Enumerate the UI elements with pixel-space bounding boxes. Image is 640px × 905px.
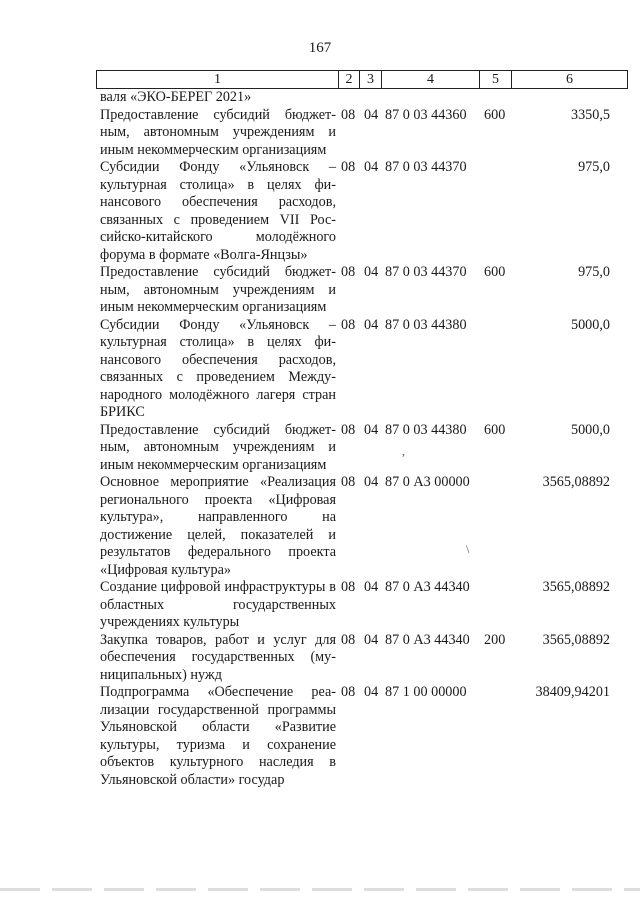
table-row [96, 159, 628, 264]
table-row [96, 422, 628, 475]
row-amount: 5000,0 [570, 421, 610, 438]
row-name: Предоставление субсидий бюджетным, автономным учреждениям и иным некоммерческим организациям [100, 264, 336, 315]
row-amount: 5000,0 [570, 316, 610, 333]
scan-edge-artifact [0, 888, 640, 891]
table-row [96, 317, 628, 422]
row-name: Предоставление субсидий бюджетным, автономным учреждениям и иным некоммерческим организациям [100, 421, 336, 473]
header-col-6: 6 [566, 72, 573, 87]
row-amount: 975,0 [578, 159, 610, 175]
header-col-5: 5 [492, 72, 499, 87]
header-col-4: 4 [427, 72, 434, 87]
row-section: 08 [341, 421, 356, 438]
row-subsection: 04 [364, 159, 379, 175]
row-target-code: 87 0 03 44370 [385, 264, 467, 280]
budget-table [96, 70, 628, 789]
row-target-code: 87 0 03 44370 [385, 159, 467, 175]
row-section: 08 [341, 264, 356, 280]
header-col-2: 2 [345, 72, 353, 87]
row-target-code: 87 0 А3 44340 [385, 579, 470, 595]
table-row [96, 684, 628, 789]
table-header [96, 70, 628, 89]
header-col-1: 1 [214, 72, 221, 87]
row-amount: 3565,08892 [542, 579, 610, 595]
row-target-code: 87 0 03 44360 [385, 106, 467, 123]
row-section: 08 [341, 579, 356, 595]
row-target-code: 87 0 03 44380 [385, 316, 467, 333]
table-row [96, 474, 628, 579]
row-subsection: 04 [364, 474, 379, 490]
table-row [96, 107, 628, 160]
row-name: Субсидии Фонду «Ульяновск – культурная столица» в целях финансового обеспечения расходов, связанных с проведением Международного молодёжного лагеря стран БРИКС [100, 316, 336, 420]
row-name: валя «ЭКО-БЕРЕГ 2021» [100, 89, 252, 105]
scan-speck: , [402, 443, 405, 458]
table-row [96, 264, 628, 317]
row-subsection: 04 [364, 579, 379, 595]
header-col-3: 3 [367, 72, 374, 87]
row-expense-type: 600 [484, 106, 506, 123]
row-target-code: 87 0 03 44380 [385, 421, 467, 438]
row-amount: 3565,08892 [542, 631, 610, 648]
page-number: 167 [308, 40, 332, 56]
row-subsection: 04 [364, 421, 379, 438]
row-name: Создание цифровой инфраструктуры в областных государственных учреждениях культуры [100, 579, 336, 630]
row-amount: 3350,5 [570, 106, 610, 123]
row-section: 08 [341, 631, 356, 648]
row-expense-type: 600 [484, 264, 506, 280]
row-target-code: 87 0 А3 00000 [385, 474, 470, 490]
row-name: Основное мероприятие «Реализация регионального проекта «Цифровая культура», направленного на достижение целей, показателей и результатов федерального проекта «Цифровая культура» [100, 474, 336, 578]
row-subsection: 04 [364, 264, 379, 280]
row-target-code: 87 0 А3 44340 [385, 631, 470, 648]
row-expense-type: 600 [484, 421, 506, 438]
row-section: 08 [341, 106, 356, 123]
row-expense-type: 200 [484, 631, 506, 648]
row-section: 08 [341, 316, 356, 333]
table-body [96, 89, 628, 789]
row-subsection: 04 [364, 684, 379, 700]
row-section: 08 [341, 159, 356, 175]
row-target-code: 87 1 00 00000 [385, 684, 467, 700]
row-name: Подпрограмма «Обеспечение реализации государственной программы Ульяновской области «Развитие культуры, туризма и сохранение объектов культурного наследия в Ульяновской области» государ [100, 684, 336, 788]
row-subsection: 04 [364, 106, 379, 123]
row-section: 08 [341, 474, 356, 490]
row-amount: 3565,08892 [542, 474, 610, 490]
table-row [96, 579, 628, 632]
row-section: 08 [341, 684, 356, 700]
row-subsection: 04 [364, 631, 379, 648]
row-amount: 38409,94201 [535, 684, 610, 700]
row-name: Закупка товаров, работ и услуг для обеспечения государственных (муниципальных) нужд [100, 631, 336, 683]
table-row [96, 89, 628, 107]
table-row [96, 632, 628, 685]
row-subsection: 04 [364, 316, 379, 333]
row-name: Субсидии Фонду «Ульяновск – культурная столица» в целях финансового обеспечения расходов, связанных с проведением VII Российско-китайского молодёжного форума в формате «Волга-Янцзы» [100, 159, 336, 263]
scan-speck: \ [466, 542, 470, 556]
row-name: Предоставление субсидий бюджетным, автономным учреждениям и иным некоммерческим организациям [100, 106, 336, 158]
row-amount: 975,0 [578, 264, 610, 280]
